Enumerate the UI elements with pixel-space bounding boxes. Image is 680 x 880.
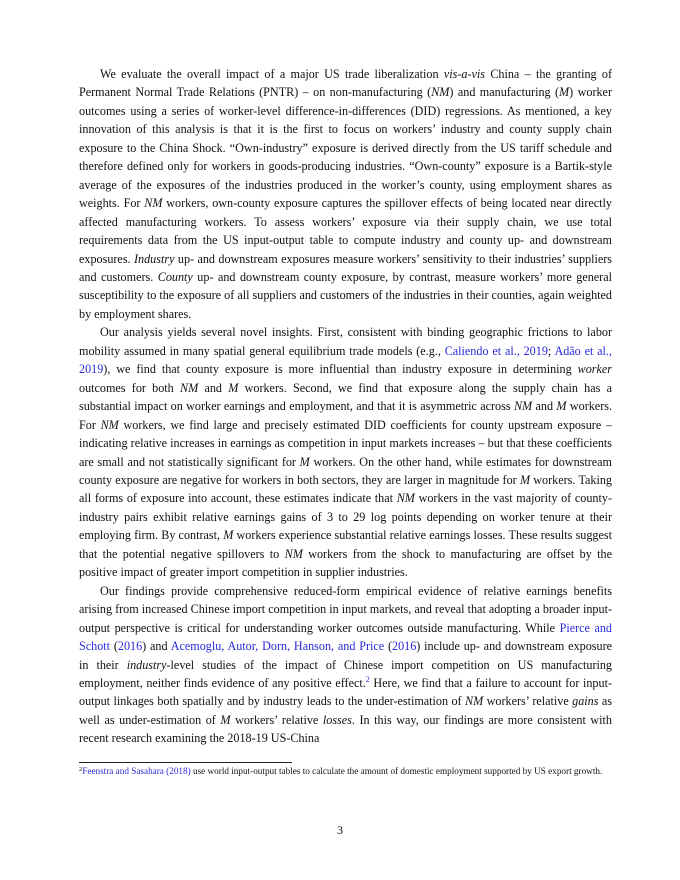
math-nm: NM (396, 491, 415, 506)
text: workers. On the other hand, while estimates for downstream county exposure are negative for workers in both sectors, they are larger in magnitude for (79, 454, 612, 487)
math-m: M (220, 712, 231, 727)
math-m: M (556, 399, 567, 414)
text-italic: County (157, 269, 193, 284)
math-nm: NM (100, 417, 119, 432)
citation-link[interactable]: Pierce and Schott (79, 620, 612, 654)
text: ( (110, 639, 118, 654)
page-number: 3 (337, 823, 343, 837)
text: workers in the vast majority of county-industry pairs exhibit relative earnings gains of 3 to 29 log points depending on worker tenure at their employing firm. By contrast, (79, 491, 612, 543)
text-italic: vis-a-vis (443, 67, 486, 81)
citation-link[interactable]: 2016 (117, 639, 143, 654)
math-nm: NM (284, 546, 303, 561)
text: workers’ relative (483, 694, 573, 709)
text: and (198, 380, 229, 395)
text: workers. Taking all forms of exposure into account, these estimates indicate that (79, 472, 612, 506)
text: up- and downstream county exposure, by contrast, measure workers’ more general susceptibility to the exposure of all suppliers and customers of the industries in their counties, again weighted by employment shares. (79, 269, 612, 321)
text-italic: worker (577, 362, 612, 377)
citation-link[interactable]: Caliendo et al., 2019 (444, 343, 548, 358)
text: ) include up- and downstream exposure in their (79, 639, 613, 672)
text-italic: losses (322, 712, 352, 727)
text: ) worker outcomes using a series of worker-level difference-in-differences (DID) regressions. As mentioned, a key innovation of this analysis is that it is the first to focus on workers’ industry and county supply chain exposure to the China Shock. “Own-industry” exposure is derived directly from the US tariff schedule and therefore defined only for workers in goods-producing industries. “Own-county” exposure is a Bartik-style average of the exposures of the industries produced in the worker’s county, using employment shares as weights. For (79, 85, 612, 211)
text: Here, we find that a failure to account for input-output linkages both spatially and by industry leads to the under-estimation of (79, 675, 612, 709)
body-text (79, 65, 612, 748)
math-nm: NM (465, 694, 484, 709)
text: and (532, 399, 557, 414)
math-m: M (228, 380, 239, 395)
text: ; (547, 343, 555, 358)
text: Our findings provide comprehensive reduced-form empirical evidence of relative earnings benefits arising from increased Chinese import competition in input markets, and reveal that adopting a broader input-output perspective is critical for understanding worker outcomes outside manufacturing. While (79, 583, 612, 635)
text: ) and manufacturing ( (449, 85, 560, 100)
math-m: M (519, 472, 531, 487)
text: workers, we find large and precisely estimated DID coefficients for county upstream exposure – indicating relative increases in earnings as competition in input markets increases – but that these coefficients are small and not statistically significant for (79, 417, 612, 469)
math-m: M (223, 528, 234, 543)
paragraph-3 (79, 582, 612, 748)
text: as well as under-estimation of (79, 694, 612, 727)
text: We evaluate the overall impact of a major US trade liberalization (100, 67, 444, 81)
footnote (79, 765, 612, 778)
text: up- and downstream exposures measure workers’ sensitivity to their industries’ suppliers and customers. (79, 251, 613, 284)
paragraph-1 (79, 65, 612, 323)
text-italic: industry (126, 657, 167, 672)
text: workers experience substantial relative earnings losses. These results suggest that the potential negative spillovers to (79, 528, 612, 561)
footnote-ref-link[interactable]: 2 (365, 674, 370, 684)
text: workers. Second, we find that exposure along the supply chain has a substantial impact on worker earnings and employment, and that it is asymmetric across (79, 380, 612, 414)
text: -level studies of the impact of Chinese import competition on US manufacturing employment, neither finds evidence of any positive effect. (79, 657, 613, 690)
text: Our analysis yields several novel insights. First, consistent with binding geographic frictions to labor mobility assumed in many spatial general equilibrium trade models (e.g., (79, 325, 612, 358)
citation-link[interactable]: Adão et al., 2019 (79, 343, 612, 377)
citation-link[interactable]: 2016 (392, 639, 417, 654)
text: workers from the shock to manufacturing are offset by the positive impact of greater import competition in supplier industries. (79, 546, 612, 580)
text: workers. For (79, 399, 613, 432)
paragraph-2 (79, 323, 612, 581)
math-nm: NM (513, 399, 533, 414)
text: . In this way, our findings are more consistent with recent research examining the 2018-19 US-China (79, 712, 612, 746)
text: China – the granting of Permanent Normal Trade Relations (PNTR) – on non-manufacturing ( (79, 67, 612, 100)
text: ), we find that county exposure is more influential than industry exposure in determining (103, 362, 578, 377)
math-m: M (299, 454, 310, 469)
text-italic: Industry (134, 251, 175, 266)
math-nm: NM (180, 380, 199, 395)
math-nm: NM (431, 85, 450, 100)
footnote-text: use world input-output tables to calculate the amount of domestic employment supported by US export growth. (190, 766, 603, 776)
footnote-mark: 2 (79, 766, 83, 773)
text: outcomes for both (79, 380, 180, 395)
text: workers, own-county exposure captures the spillover effects of being located near directly affected manufacturing workers. To assess workers’ exposure via their supply chain, we use total requirements data from the US input-output table to compute industry and county up- and downstream exposures. (79, 196, 612, 266)
text: ) and (142, 639, 171, 654)
citation-link[interactable]: Acemoglu, Autor, Dorn, Hanson, and Price (170, 639, 385, 654)
citation-link[interactable]: Feenstra and Sasahara (2018) (82, 766, 191, 776)
math-m: M (559, 85, 570, 100)
text: ( (384, 639, 393, 654)
math-nm: NM (144, 196, 163, 211)
text: workers’ relative (230, 712, 323, 727)
footnote-divider (79, 762, 292, 763)
text-italic: gains (572, 694, 599, 709)
